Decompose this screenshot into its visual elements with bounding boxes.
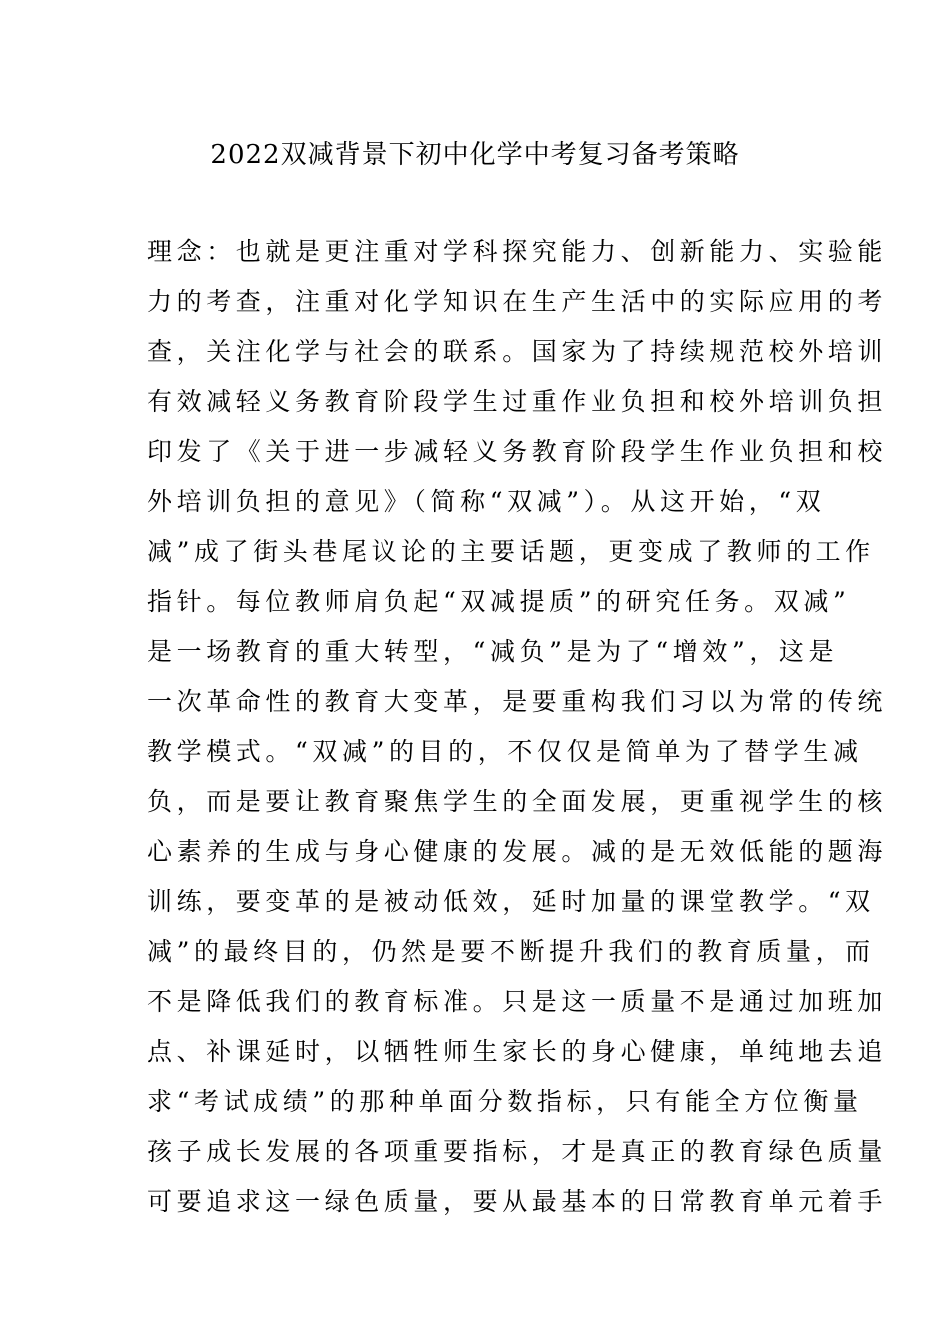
body-line: 不是降低我们的教育标准。只是这一质量不是通过加班加 xyxy=(147,987,888,1016)
body-line: 求“考试成绩”的那种单面分数指标，只有能全方位衡量 xyxy=(147,1087,863,1116)
body-line: 点、补课延时，以牺牲师生家长的身心健康，单纯地去追 xyxy=(147,1037,888,1066)
body-line: 外培训负担的意见》（简称“双减”）。从这开始，“双 xyxy=(147,487,826,516)
body-line: 有效减轻义务教育阶段学生过重作业负担和校外培训负担 xyxy=(147,387,888,416)
body-line: 是一场教育的重大转型，“减负”是为了“增效”，这是 xyxy=(147,637,839,666)
body-line: 可要追求这一绿色质量，要从最基本的日常教育单元着手 xyxy=(147,1187,888,1216)
body-line: 孩子成长发展的各项重要指标，才是真正的教育绿色质量 xyxy=(147,1137,888,1166)
body-line: 力的考查，注重对化学知识在生产生活中的实际应用的考 xyxy=(147,287,888,316)
body-line: 理念：也就是更注重对学科探究能力、创新能力、实验能 xyxy=(147,237,888,266)
body-line: 训练，要变革的是被动低效，延时加量的课堂教学。“双 xyxy=(147,887,875,916)
body-line: 查，关注化学与社会的联系。国家为了持续规范校外培训 xyxy=(147,337,888,366)
body-line: 教学模式。“双减”的目的，不仅仅是简单为了替学生减 xyxy=(147,737,863,766)
document-title: 2022双减背景下初中化学中考复习备考策略 xyxy=(210,140,740,170)
body-line: 心素养的生成与身心健康的发展。减的是无效低能的题海 xyxy=(147,837,888,866)
body-line: 印发了《关于进一步减轻义务教育阶段学生作业负担和校 xyxy=(147,437,888,466)
body-line: 负，而是要让教育聚焦学生的全面发展，更重视学生的核 xyxy=(147,787,888,816)
body-line: 减”的最终目的，仍然是要不断提升我们的教育质量，而 xyxy=(147,937,875,966)
body-line: 减”成了街头巷尾议论的主要话题，更变成了教师的工作 xyxy=(147,537,875,566)
body-line: 指针。每位教师肩负起“双减提质”的研究任务。双减” xyxy=(147,587,851,616)
document-body xyxy=(147,232,888,1232)
body-line: 一次革命性的教育大变革，是要重构我们习以为常的传统 xyxy=(147,687,888,716)
